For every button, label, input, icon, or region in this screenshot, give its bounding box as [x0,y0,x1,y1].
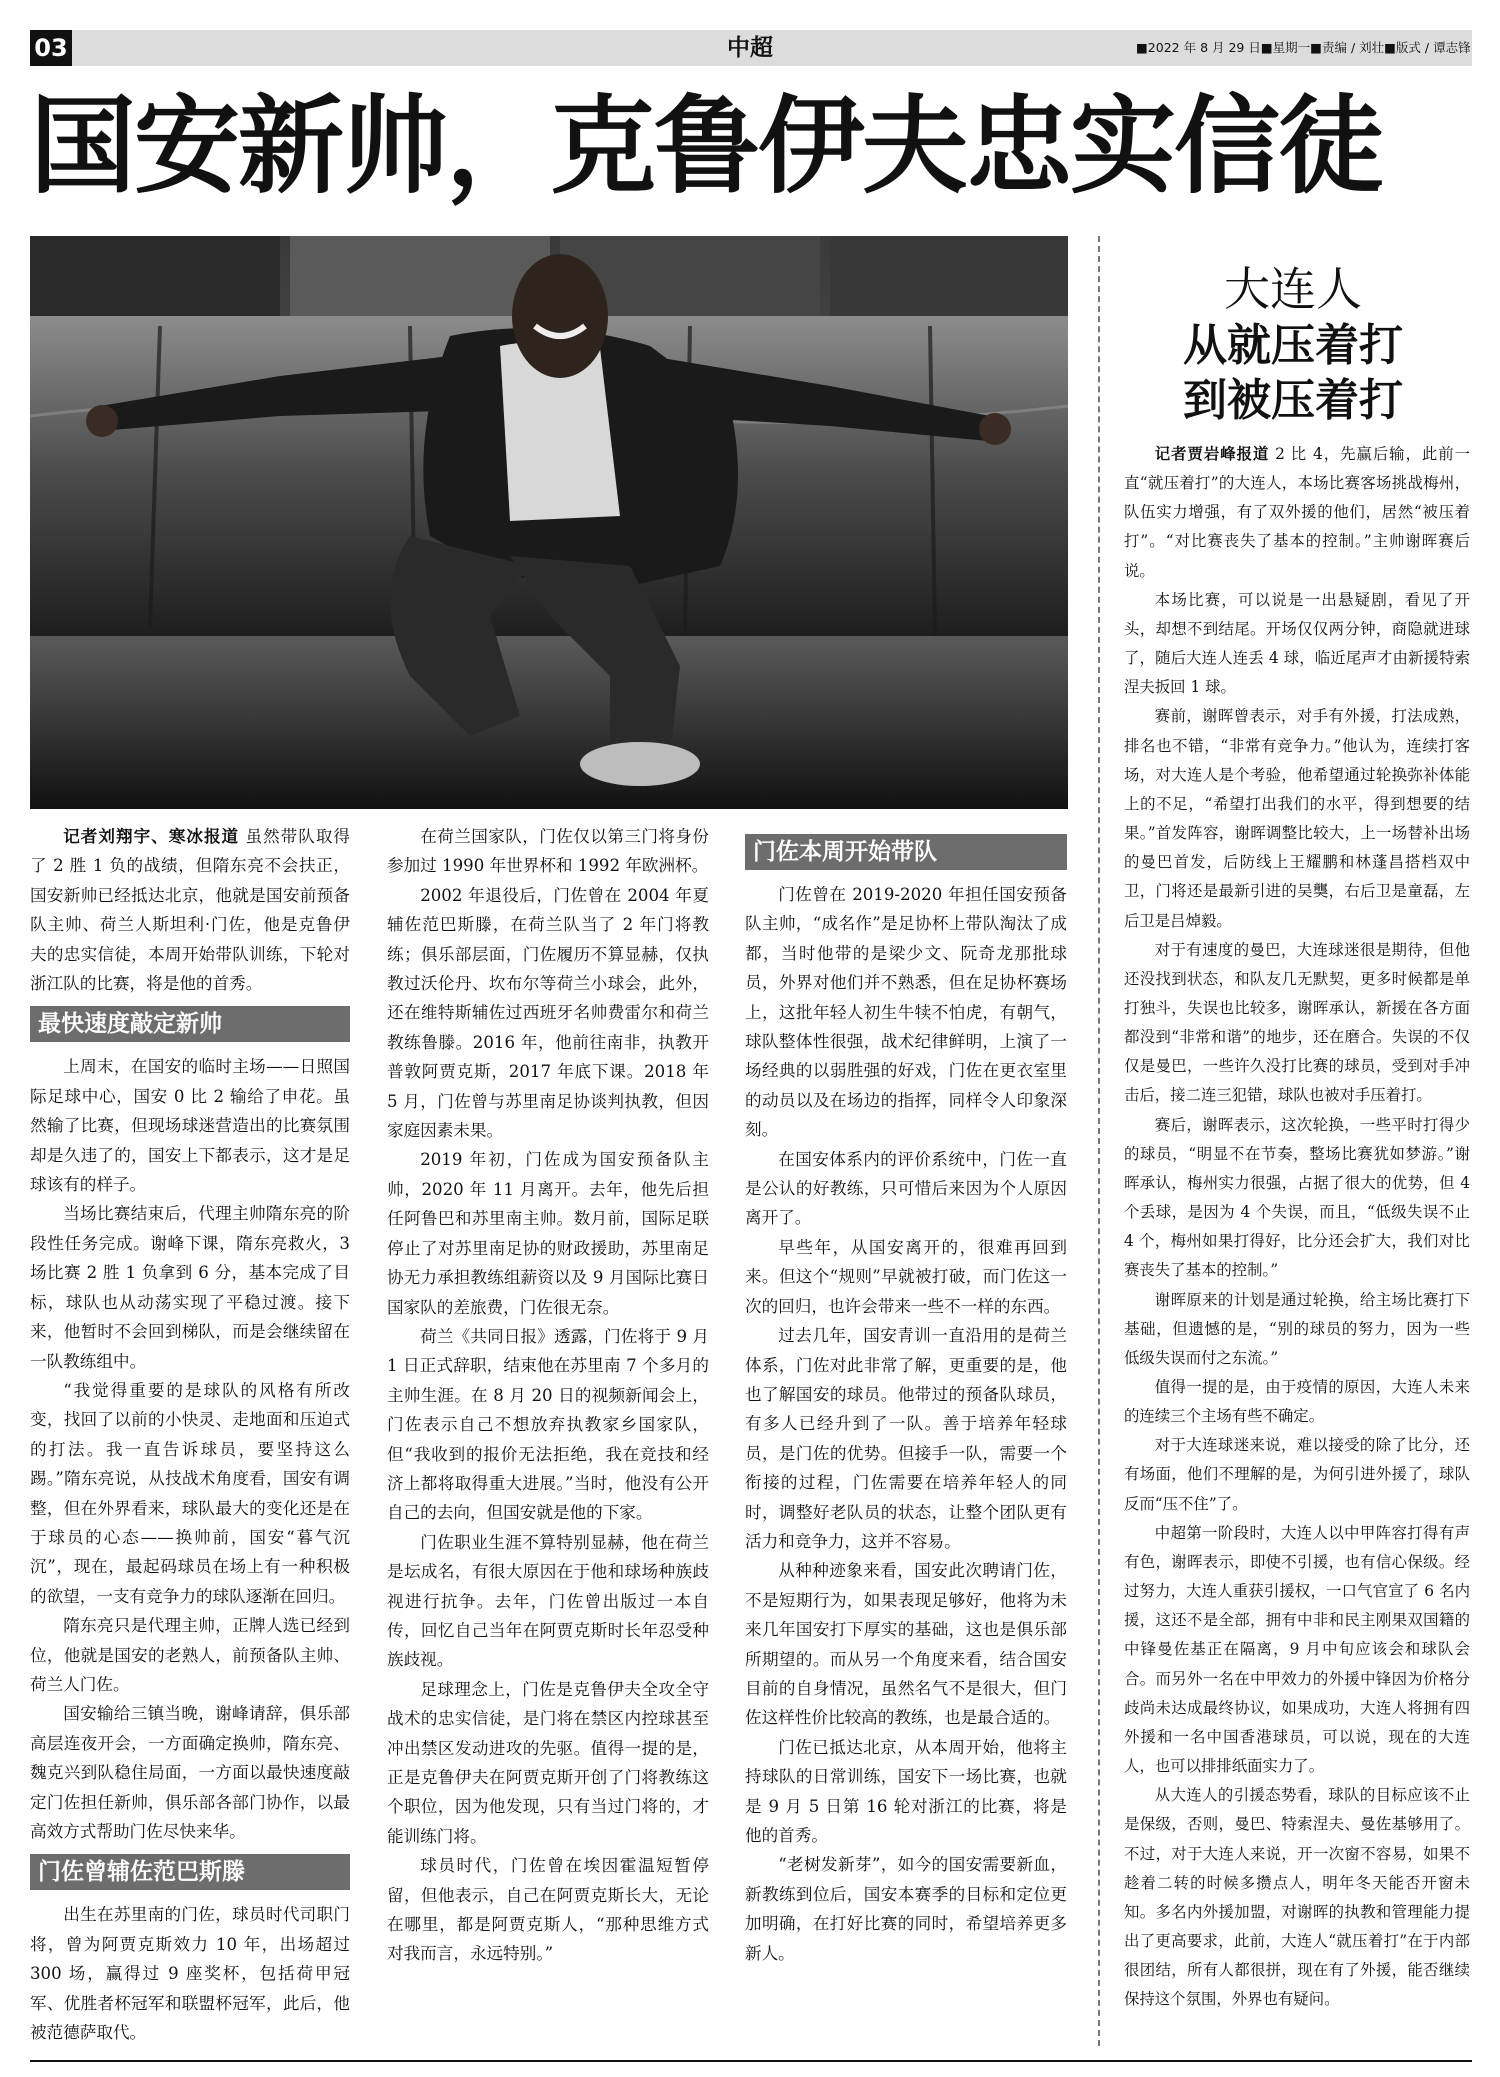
paragraph: 赛前，谢晖曾表示，对手有外援，打法成熟，排名也不错，“非常有竞争力。”他认为，连续打客场，对大连人是个考验，他希望通过轮换弥补体能上的不足，“希望打出我们的水平，得到想要的结果。”首发阵容，谢晖调整比较大，上一场替补出场的曼巴首发，后防线上王耀鹏和林蓬昌搭档双中卫，门将还是最新引进的吴龑，右后卫是童磊，左后卫是吕焯毅。 [1124,707,1470,930]
sidebar-kicker: 大连人 [1224,262,1362,316]
subheading: 门佐曾辅佐范巴斯滕 [30,1854,350,1890]
coach-photo-illustration [30,236,1068,809]
paragraph: 从大连人的引援态势看，球队的目标应该不止是保级，否则，曼巴、特索涅夫、曼佐基够用了。不过，对于大连人来说，开一次窗不容易，如果不趁着二转的时候多攒点人，明年冬天能否开窗未知。多名内外援加盟，对谢晖的执教和管理能力提出了更高要求，此前，大连人“就压着打”在于内部很团结，所有人都很拼，现在有了外援，能否继续保持这个氛围，外界也有疑问。 [1124,1786,1470,2009]
lead-paragraph [1124,440,1470,586]
paragraph: 荷兰《共同日报》透露，门佐将于 9 月 1 日正式辞职，结束他在苏里南 7 个多月的主帅生涯。在 8 月 20 日的视频新闻会上，门佐表示自己不想放弃执教家乡国家队，但“我收到的报价无法拒绝，我在竞技和经济上都将取得重大进展。”当时，他没有公开自己的去向，但国安就是他的下家。 [387,1326,709,1523]
paragraph: 中超第一阶段时，大连人以中甲阵容打得有声有色，谢晖表示，即使不引援，也有信心保级。经过努力，大连人重获引援权，一口气官宣了 6 名内援，这还不是全部，拥有中非和民主刚果双国籍的中锋曼佐基正在隔离，9 月中旬应该会和球队会合。而另外一名在中甲效力的外援中锋因为价格分歧尚未达成最终协议，如果成功，大连人将拥有四外援和一名中国香港球员，可以说，现在的大连人，也可以排排纸面实力了。 [1124,1523,1470,1776]
paragraph: 国安输给三镇当晚，谢峰请辞，俱乐部高层连夜开会，一方面确定换帅，隋东亮、魏克兴到队稳住局面，一方面以最快速度敲定门佐担任新帅，俱乐部各部门协作，以最高效方式帮助门佐尽快来华。 [30,1704,350,1841]
paragraph: 值得一提的是，由于疫情的原因，大连人未来的连续三个主场有些不确定。 [1124,1378,1470,1426]
sidebar-title-line-2: 到被压着打 [1183,375,1403,426]
article-column-3 [745,822,1067,1968]
paragraph: 在荷兰国家队，门佐仅以第三门将身份参加过 1990 年世界杯和 1992 年欧洲杯。 [387,827,709,876]
bottom-rule [30,2060,1472,2062]
paragraph: 球员时代，门佐曾在埃因霍温短暂停留，但他表示，自己在阿贾克斯长大，无论在哪里，都是阿贾克斯人，“那种思维方式对我而言，永远特别。” [387,1856,709,1964]
paragraph: “我觉得重要的是球队的风格有所改变，找回了以前的小快灵、走地面和压迫式的打法。我一直告诉球员，要坚持这么踢。”隋东亮说，从技战术角度看，国安有调整，但在外界看来，球队最大的变化还是在于球员的心态——换帅前，国安“暮气沉沉”，现在，最起码球员在场上有一种积极的欲望，一支有竞争力的球队逐渐在回归。 [30,1380,350,1606]
page-number: 03 [30,30,72,66]
paragraph: 2019 年初，门佐成为国安预备队主帅，2020 年 11 月离开。去年，他先后担任阿鲁巴和苏里南主帅。数月前，国际足联停止了对苏里南足协的财政援助，苏里南足协无力承担教练组薪资以及 9 月国际比赛日国家队的差旅费，门佐很无奈。 [387,1150,709,1317]
paragraph: 谢晖原来的计划是通过轮换，给主场比赛打下基础，但遗憾的是，“别的球员的努力，因为一些低级失误而付之东流。” [1124,1290,1470,1367]
paragraph: 本场比赛，可以说是一出悬疑剧，看见了开头，却想不到结尾。开场仅仅两分钟，商隐就进球了，随后大连人连丢 4 球，临近尾声才由新援特索涅夫扳回 1 球。 [1124,590,1470,697]
paragraph: 早些年，从国安离开的，很难再回到来。但这个“规则”早就被打破，而门佐这一次的回归，也许会带来一些不一样的东西。 [745,1237,1067,1316]
paragraph: 上周末，在国安的临时主场——日照国际足球中心，国安 0 比 2 输给了申花。虽然输了比赛，但现场球迷营造出的比赛氛围却是久违了的，国安上下都表示，这才是足球该有的样子。 [30,1057,350,1195]
paragraph: 对于大连球迷来说，难以接受的除了比分，还有场面，他们不理解的是，为何引进外援了，球队反而“压不住”了。 [1124,1436,1470,1513]
subheading: 最快速度敲定新帅 [30,1006,350,1042]
paragraph: “老树发新芽”，如今的国安需要新血，新教练到位后，国安本赛季的目标和定位更加明确，在打好比赛的同时，希望培养更多新人。 [745,1855,1067,1963]
paragraph: 对于有速度的曼巴，大连球迷很是期待，但他还没找到状态，和队友几无默契，更多时候都是单打独斗，失误也比较多，谢晖承认，新援在各方面都没到“非常和谐”的地步，还在磨合。失误的不仅仅是曼巴，一些许久没打比赛的球员，受到对手冲击后，接二连三犯错，球队也被对手压着打。 [1124,940,1470,1105]
subheading: 门佐本周开始带队 [745,834,1067,870]
headline: 国安新帅，克鲁伊夫忠实信徒 [30,85,1382,208]
intro-text: 虽然带队取得了 2 胜 1 负的战绩，但隋东亮不会扶正，国安新帅已经抵达北京，他就是国安前预备队主帅、荷兰人斯坦利·门佐，他是克鲁伊夫的忠实信徒，本周开始带队训练，下轮对浙江队的比赛，将是他的首秀。 [30,827,351,994]
paragraph: 过去几年，国安青训一直沿用的是荷兰体系，门佐对此非常了解，更重要的是，他也了解国安的球员。他带过的预备队球员，有多人已经升到了一队。善于培养年轻球员，是门佐的优势。但接手一队，需要一个衔接的过程，门佐需要在培养年轻人的同时，调整好老队员的状态，让整个团队更有活力和竞争力，这并不容易。 [745,1326,1067,1551]
paragraph: 在国安体系内的评价系统中，门佐一直是公认的好教练，只可惜后来因为个人原因离开了。 [745,1149,1067,1228]
sidebar-title-line-1: 从就压着打 [1183,320,1403,371]
paragraph: 当场比赛结束后，代理主帅隋东亮的阶段性任务完成。谢峰下课，隋东亮救火，3 场比赛 2 胜 1 负拿到 6 分，基本完成了目标，球队也从动荡实现了平稳过渡。接下来，他暂时不会回到梯队，而是会继续留在一队教练组中。 [30,1204,350,1371]
byline: 记者刘翔宇、寒冰报道 [63,827,240,846]
sidebar-divider [1098,236,1100,2046]
sidebar-article [1124,440,1470,2014]
dateline: ■2022 年 8 月 29 日■星期一■责编 / 刘壮■版式 / 谭志锋 [1136,40,1471,55]
paragraph: 2002 年退役后，门佐曾在 2004 年夏辅佐范巴斯滕，在荷兰队当了 2 年门将教练；俱乐部层面，门佐履历不算显赫，仅执教过沃伦丹、坎布尔等荷兰小球会，此外，还在维特斯辅佐过西班牙名帅费雷尔和荷兰教练鲁滕。2016 年，他前往南非，执教开普敦阿贾克斯，2017 年底下课。2018 年 5 月，门佐曾与苏里南足协谈判执教，但因家庭因素未果。 [387,885,709,1141]
article-column-1 [30,822,350,2047]
sidebar-intro: 2 比 4，先赢后输，此前一直“就压着打”的大连人，本场比赛客场挑战梅州，队伍实力增强，有了双外援的他们，居然“被压着打”。“对比赛丧失了基本的控制。”主帅谢晖赛后说。 [1124,445,1470,580]
paragraph: 从种种迹象来看，国安此次聘请门佐，不是短期行为，如果表现足够好，他将为未来几年国安打下厚实的基础，这也是俱乐部所期望的。而从另一个角度来看，结合国安目前的自身情况，虽然名气不是很大，但门佐这样性价比较高的教练，也是最合适的。 [745,1561,1067,1728]
paragraph: 出生在苏里南的门佐，球员时代司职门将，曾为阿贾克斯效力 10 年，出场超过 300 场，赢得过 9 座奖杯，包括荷甲冠军、优胜者杯冠军和联盟杯冠军，此后，他被范德萨取代。 [30,1905,350,2043]
paragraph: 赛后，谢晖表示，这次轮换，一些平时打得少的球员，“明显不在节奏，整场比赛犹如梦游。”谢晖承认，梅州实力很强，占据了很大的优势，但 4 个丢球，是因为 4 个失误，而且，“低级失误不止 4 个，梅州如果打得好，比分还会扩大，我们对比赛丧失了基本的控制。” [1124,1115,1470,1280]
article-column-2 [387,822,709,1969]
section-name: 中超 [727,35,773,61]
lead-paragraph [30,822,350,998]
paragraph: 门佐职业生涯不算特别显赫，他在荷兰是坛成名，有很大原因在于他和球场种族歧视进行抗争。去年，门佐曾出版过一本自传，回忆自己当年在阿贾克斯时长年忍受种族歧视。 [387,1532,709,1670]
paragraph: 门佐曾在 2019-2020 年担任国安预备队主帅，“成名作”是足协杯上带队淘汰了成都，当时他带的是梁少文、阮奇龙那批球员，外界对他们并不熟悉，但在足协杯赛场上，这批年轻人初生牛犊不怕虎，有朝气，球队整体性很强，战术纪律鲜明，上演了一场经典的以弱胜强的好戏，门佐在更衣室里的动员以及在场边的指挥，同样令人印象深刻。 [745,885,1067,1140]
paragraph: 足球理念上，门佐是克鲁伊夫全攻全守战术的忠实信徒，是门将在禁区内控球甚至冲出禁区发动进攻的先驱。值得一提的是，正是克鲁伊夫在阿贾克斯开创了门将教练这个职位，因为他发现，只有当过门将的，才能训练门将。 [387,1679,709,1846]
paragraph: 隋东亮只是代理主帅，正牌人选已经到位，他就是国安的老熟人，前预备队主帅、荷兰人门佐。 [30,1616,350,1694]
coach-photo [30,236,1068,809]
sidebar-byline: 记者贾岩峰报道 [1154,445,1270,463]
paragraph: 门佐已抵达北京，从本周开始，他将主持球队的日常训练，国安下一场比赛，也就是 9 月 5 日第 16 轮对浙江的比赛，将是他的首秀。 [745,1737,1067,1845]
